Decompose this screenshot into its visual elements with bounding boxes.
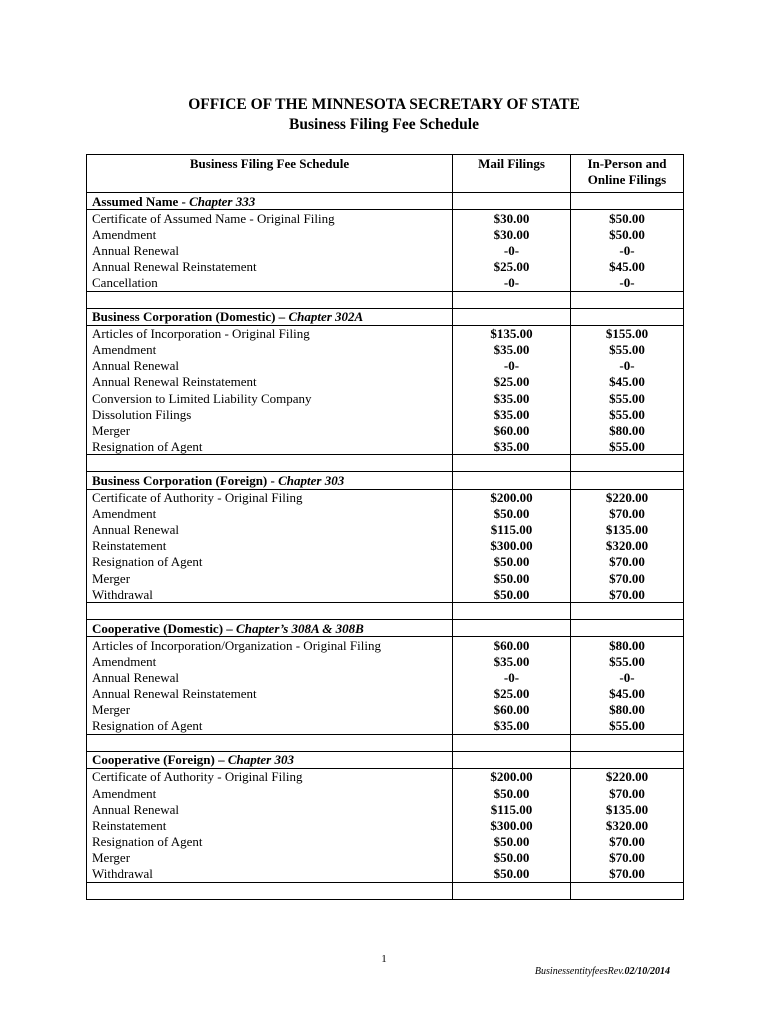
- filing-type-cell: Annual Renewal Reinstatement: [87, 374, 453, 390]
- fee-table-body: [87, 193, 684, 900]
- mail-fee-cell: $50.00: [453, 554, 571, 570]
- mail-fee-cell: $300.00: [453, 817, 571, 833]
- empty-cell: [571, 193, 684, 210]
- mail-fee-cell: $300.00: [453, 538, 571, 554]
- revision-note: [535, 966, 670, 977]
- empty-cell: [453, 193, 571, 210]
- in-person-fee-cell: $50.00: [571, 226, 684, 242]
- mail-fee-cell: $60.00: [453, 422, 571, 438]
- mail-fee-cell: $50.00: [453, 506, 571, 522]
- table-row: [87, 522, 684, 538]
- empty-cell: [571, 882, 684, 899]
- empty-cell: [453, 603, 571, 620]
- filing-type-cell: Annual Renewal: [87, 522, 453, 538]
- empty-cell: [571, 455, 684, 472]
- empty-cell: [453, 472, 571, 489]
- mail-fee-cell: $30.00: [453, 226, 571, 242]
- table-row: [87, 489, 684, 506]
- empty-cell: [453, 308, 571, 325]
- mail-fee-cell: $50.00: [453, 586, 571, 603]
- in-person-fee-cell: $55.00: [571, 438, 684, 455]
- filing-type-cell: Resignation of Agent: [87, 833, 453, 849]
- section-chapter: Chapter’s 308A & 308B: [236, 620, 364, 636]
- table-row: [87, 637, 684, 654]
- empty-cell: [453, 620, 571, 637]
- table-row: [87, 358, 684, 374]
- filing-type-cell: Annual Renewal Reinstatement: [87, 258, 453, 274]
- revision-prefix: BusinessentityfeesRev.: [534, 966, 625, 977]
- mail-fee-cell: $50.00: [453, 849, 571, 865]
- table-row: [87, 865, 684, 882]
- empty-cell: [571, 472, 684, 489]
- table-row: [87, 226, 684, 242]
- in-person-fee-cell: $55.00: [571, 653, 684, 669]
- empty-cell: [87, 734, 453, 751]
- mail-fee-cell: $200.00: [453, 489, 571, 506]
- section-name: Cooperative (Domestic) –: [92, 620, 237, 636]
- mail-fee-cell: $30.00: [453, 210, 571, 227]
- filing-type-cell: Annual Renewal: [87, 358, 453, 374]
- section-chapter: Chapter 303: [227, 752, 294, 768]
- office-heading: OFFICE OF THE MINNESOTA SECRETARY OF STATE: [188, 96, 580, 113]
- filing-type-cell: Resignation of Agent: [87, 554, 453, 570]
- empty-cell: [571, 603, 684, 620]
- section-chapter: Chapter 333: [189, 193, 256, 209]
- spacer-row: [87, 882, 684, 899]
- table-row: [87, 325, 684, 342]
- filing-type-cell: Certificate of Authority - Original Filing: [87, 768, 453, 785]
- in-person-fee-cell: $80.00: [571, 422, 684, 438]
- table-row: [87, 374, 684, 390]
- table-row: [87, 258, 684, 274]
- table-row: [87, 686, 684, 702]
- mail-fee-cell: $135.00: [453, 325, 571, 342]
- in-person-fee-cell: $70.00: [571, 865, 684, 882]
- in-person-fee-cell: $135.00: [571, 801, 684, 817]
- fee-schedule-table: [86, 154, 684, 900]
- mail-fee-cell: -0-: [453, 358, 571, 374]
- mail-fee-cell: $115.00: [453, 801, 571, 817]
- mail-fee-cell: $60.00: [453, 637, 571, 654]
- filing-type-cell: Annual Renewal: [87, 669, 453, 685]
- in-person-fee-cell: -0-: [571, 274, 684, 291]
- table-row: [87, 274, 684, 291]
- section-title: [87, 751, 453, 768]
- table-row: [87, 718, 684, 735]
- empty-cell: [453, 734, 571, 751]
- empty-cell: [571, 734, 684, 751]
- section-title: [87, 308, 453, 325]
- filing-type-cell: Annual Renewal: [87, 801, 453, 817]
- table-row: [87, 538, 684, 554]
- empty-cell: [87, 882, 453, 899]
- spacer-row: [87, 603, 684, 620]
- table-row: [87, 438, 684, 455]
- in-person-fee-cell: $70.00: [571, 849, 684, 865]
- filing-type-cell: Annual Renewal Reinstatement: [87, 686, 453, 702]
- in-person-fee-cell: -0-: [571, 669, 684, 685]
- in-person-fee-cell: $70.00: [571, 785, 684, 801]
- in-person-fee-cell: $70.00: [571, 833, 684, 849]
- table-row: [87, 801, 684, 817]
- mail-fee-cell: $35.00: [453, 342, 571, 358]
- mail-fee-cell: $35.00: [453, 438, 571, 455]
- mail-fee-cell: $25.00: [453, 686, 571, 702]
- filing-type-cell: Amendment: [87, 506, 453, 522]
- mail-fee-cell: $35.00: [453, 718, 571, 735]
- table-row: [87, 554, 684, 570]
- in-person-fee-cell: $45.00: [571, 686, 684, 702]
- table-row: [87, 833, 684, 849]
- in-person-fee-cell: $55.00: [571, 718, 684, 735]
- table-row: [87, 785, 684, 801]
- table-header-row: [87, 155, 684, 193]
- in-person-fee-cell: $55.00: [571, 390, 684, 406]
- in-person-fee-cell: $320.00: [571, 817, 684, 833]
- table-row: [87, 702, 684, 718]
- schedule-subtitle: Business Filing Fee Schedule: [289, 116, 479, 133]
- mail-fee-cell: $35.00: [453, 406, 571, 422]
- spacer-row: [87, 455, 684, 472]
- in-person-fee-cell: -0-: [571, 358, 684, 374]
- in-person-fee-cell: $80.00: [571, 702, 684, 718]
- table-row: [87, 849, 684, 865]
- filing-type-cell: Reinstatement: [87, 538, 453, 554]
- in-person-fee-cell: $70.00: [571, 554, 684, 570]
- filing-type-cell: Merger: [87, 570, 453, 586]
- empty-cell: [87, 291, 453, 308]
- mail-fee-cell: $50.00: [453, 785, 571, 801]
- table-row: [87, 669, 684, 685]
- mail-fee-cell: $50.00: [453, 570, 571, 586]
- empty-cell: [571, 308, 684, 325]
- page-number: 1: [381, 953, 387, 965]
- filing-type-cell: Reinstatement: [87, 817, 453, 833]
- in-person-fee-cell: $70.00: [571, 586, 684, 603]
- mail-fee-cell: $60.00: [453, 702, 571, 718]
- column-header-filing: Business Filing Fee Schedule: [87, 155, 453, 193]
- in-person-fee-cell: $70.00: [571, 570, 684, 586]
- filing-type-cell: Articles of Incorporation/Organization - Original Filing: [87, 637, 453, 654]
- section-header-row: [87, 308, 684, 325]
- section-header-row: [87, 751, 684, 768]
- table-row: [87, 210, 684, 227]
- table-row: [87, 390, 684, 406]
- filing-type-cell: Articles of Incorporation - Original Filing: [87, 325, 453, 342]
- empty-cell: [571, 620, 684, 637]
- mail-fee-cell: $25.00: [453, 374, 571, 390]
- section-header-row: [87, 620, 684, 637]
- filing-type-cell: Certificate of Authority - Original Filing: [87, 489, 453, 506]
- in-person-fee-cell: $55.00: [571, 342, 684, 358]
- section-name: Assumed Name -: [92, 193, 190, 209]
- in-person-fee-cell: $135.00: [571, 522, 684, 538]
- mail-fee-cell: $35.00: [453, 653, 571, 669]
- empty-cell: [87, 455, 453, 472]
- filing-type-cell: Cancellation: [87, 274, 453, 291]
- mail-fee-cell: $200.00: [453, 768, 571, 785]
- table-row: [87, 653, 684, 669]
- section-chapter: Chapter 302A: [288, 309, 364, 325]
- revision-date: 02/10/2014: [624, 966, 670, 977]
- empty-cell: [87, 603, 453, 620]
- mail-fee-cell: -0-: [453, 242, 571, 258]
- filing-type-cell: Merger: [87, 422, 453, 438]
- document-title: [0, 95, 768, 135]
- section-title: [87, 472, 453, 489]
- column-header-in-person: In-Person and Online Filings: [571, 155, 684, 193]
- empty-cell: [453, 882, 571, 899]
- mail-fee-cell: $50.00: [453, 865, 571, 882]
- table-row: [87, 242, 684, 258]
- empty-cell: [453, 291, 571, 308]
- table-row: [87, 586, 684, 603]
- table-row: [87, 817, 684, 833]
- spacer-row: [87, 291, 684, 308]
- in-person-fee-cell: -0-: [571, 242, 684, 258]
- section-name: Business Corporation (Foreign) -: [92, 472, 279, 488]
- table-row: [87, 570, 684, 586]
- mail-fee-cell: $115.00: [453, 522, 571, 538]
- section-chapter: Chapter 303: [278, 472, 345, 488]
- empty-cell: [571, 291, 684, 308]
- filing-type-cell: Withdrawal: [87, 586, 453, 603]
- section-title: [87, 620, 453, 637]
- section-name: Cooperative (Foreign) –: [92, 752, 228, 768]
- filing-type-cell: Amendment: [87, 342, 453, 358]
- section-header-row: [87, 193, 684, 210]
- in-person-fee-cell: $220.00: [571, 489, 684, 506]
- filing-type-cell: Amendment: [87, 653, 453, 669]
- filing-type-cell: Annual Renewal: [87, 242, 453, 258]
- filing-type-cell: Dissolution Filings: [87, 406, 453, 422]
- table-row: [87, 406, 684, 422]
- section-title: [87, 193, 453, 210]
- filing-type-cell: Resignation of Agent: [87, 718, 453, 735]
- filing-type-cell: Merger: [87, 849, 453, 865]
- in-person-fee-cell: $220.00: [571, 768, 684, 785]
- filing-type-cell: Resignation of Agent: [87, 438, 453, 455]
- filing-type-cell: Amendment: [87, 226, 453, 242]
- mail-fee-cell: $25.00: [453, 258, 571, 274]
- in-person-fee-cell: $155.00: [571, 325, 684, 342]
- in-person-fee-cell: $80.00: [571, 637, 684, 654]
- in-person-fee-cell: $70.00: [571, 506, 684, 522]
- mail-fee-cell: -0-: [453, 669, 571, 685]
- table-row: [87, 422, 684, 438]
- spacer-row: [87, 734, 684, 751]
- filing-type-cell: Amendment: [87, 785, 453, 801]
- mail-fee-cell: $35.00: [453, 390, 571, 406]
- empty-cell: [453, 751, 571, 768]
- filing-type-cell: Conversion to Limited Liability Company: [87, 390, 453, 406]
- table-row: [87, 768, 684, 785]
- table-row: [87, 342, 684, 358]
- section-name: Business Corporation (Domestic) –: [92, 309, 289, 325]
- mail-fee-cell: -0-: [453, 274, 571, 291]
- empty-cell: [571, 751, 684, 768]
- column-header-mail: Mail Filings: [453, 155, 571, 193]
- mail-fee-cell: $50.00: [453, 833, 571, 849]
- in-person-fee-cell: $55.00: [571, 406, 684, 422]
- filing-type-cell: Merger: [87, 702, 453, 718]
- in-person-fee-cell: $45.00: [571, 258, 684, 274]
- section-header-row: [87, 472, 684, 489]
- filing-type-cell: Certificate of Assumed Name - Original Filing: [87, 210, 453, 227]
- in-person-fee-cell: $50.00: [571, 210, 684, 227]
- empty-cell: [453, 455, 571, 472]
- filing-type-cell: Withdrawal: [87, 865, 453, 882]
- in-person-fee-cell: $45.00: [571, 374, 684, 390]
- table-row: [87, 506, 684, 522]
- in-person-fee-cell: $320.00: [571, 538, 684, 554]
